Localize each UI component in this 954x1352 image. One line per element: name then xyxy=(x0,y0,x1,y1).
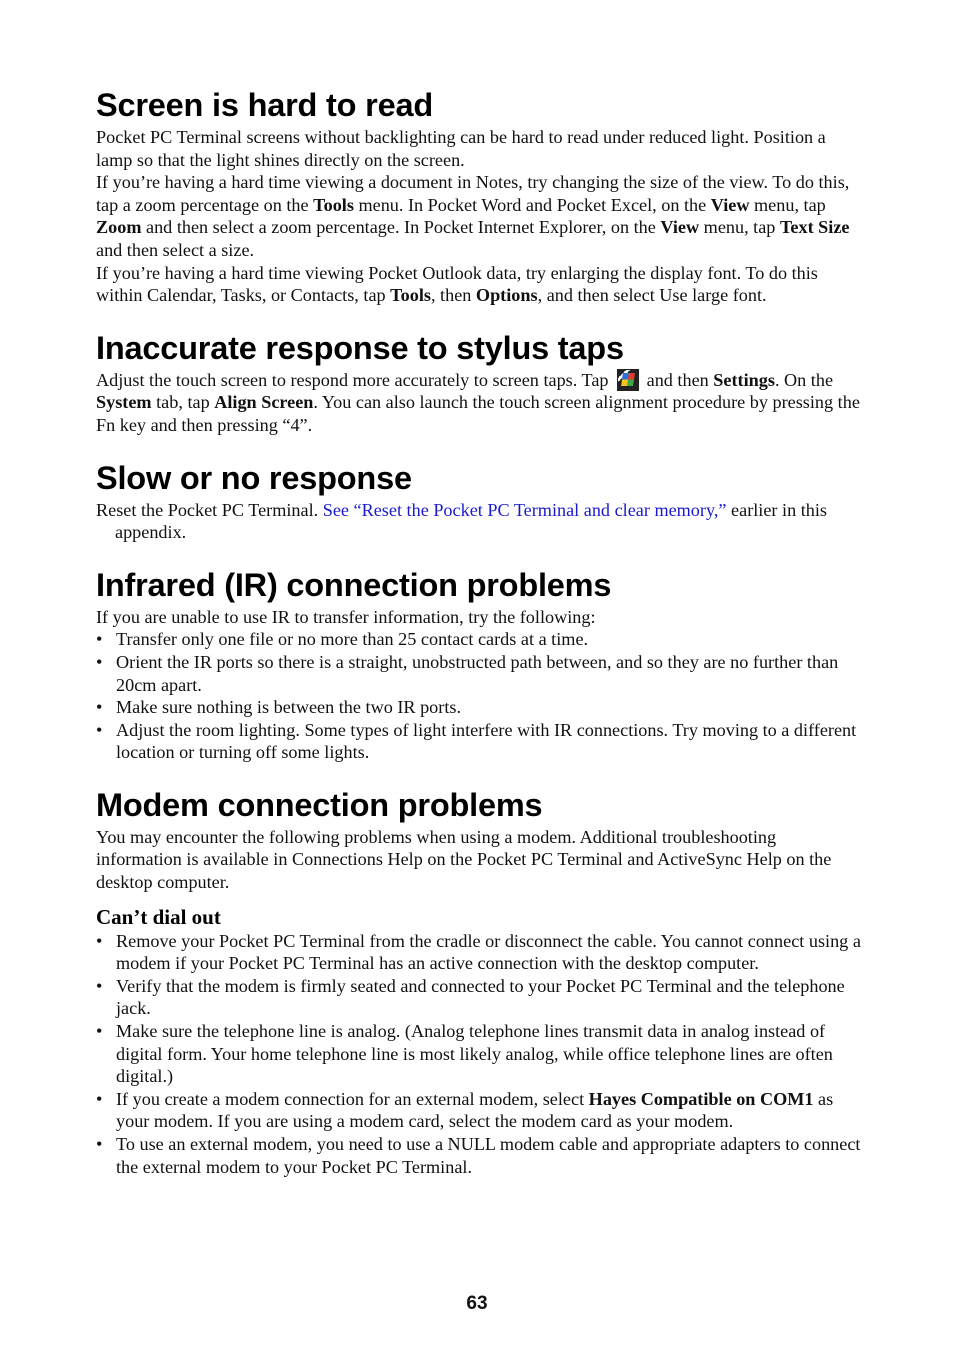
list-item: • Transfer only one file or no more than 25 contact cards at a time. xyxy=(96,628,866,651)
text-run: Adjust the touch screen to respond more accurately to screen taps. Tap xyxy=(96,369,614,390)
section-stylus-taps xyxy=(96,329,866,437)
cross-reference-link[interactable]: See “Reset the Pocket PC Terminal and clear memory,” xyxy=(322,499,727,520)
paragraph: If you are unable to use IR to transfer information, try the following: xyxy=(96,606,596,627)
text-run: and then select a zoom percentage. In Pocket Internet Explorer, on the xyxy=(141,217,661,238)
text-run: , and then select Use large font. xyxy=(537,285,767,306)
text-run: tab, tap xyxy=(151,392,215,413)
list-item: • Adjust the room lighting. Some types of light interfere with IR connections. Try moving to a different location or turning off some lights. xyxy=(96,719,866,764)
ui-term: System xyxy=(96,392,152,413)
text-run: , then xyxy=(430,285,476,306)
section-heading: Modem connection problems xyxy=(96,786,543,823)
text-run: If you’re having a hard time viewing a document in Notes, try changing the size of the view. To do this, tap a zoom percentage on the xyxy=(96,172,850,215)
text-run: as your modem. If you are using a modem card, select the modem card as your modem. xyxy=(116,1088,834,1132)
text-run: menu. In Pocket Word and Pocket Excel, on the xyxy=(353,194,711,215)
list-item: • Make sure nothing is between the two IR ports. xyxy=(96,696,866,719)
list-item xyxy=(96,1088,866,1133)
ui-term: Align Screen xyxy=(214,392,314,413)
document-page xyxy=(96,86,866,1200)
text-run: If you’re having a hard time viewing Pocket Outlook data, try enlarging the display font. To do this within Calendar, Tasks, or Contacts, tap xyxy=(96,262,818,306)
bullet-list xyxy=(96,930,866,1179)
text-run: earlier in this appendix. xyxy=(115,499,828,543)
subheading: Can’t dial out xyxy=(96,904,221,929)
text-run: If you create a modem connection for an external modem, select xyxy=(116,1088,589,1109)
ui-term: Tools xyxy=(390,285,431,306)
start-menu-icon xyxy=(617,369,639,391)
paragraph xyxy=(96,171,866,261)
list-item: • Orient the IR ports so there is a straight, unobstructed path between, and so they are no further than 20cm apart. xyxy=(96,651,866,696)
text-run: . You can also launch the touch screen alignment procedure by pressing the Fn key and then pressing “4”. xyxy=(96,392,860,435)
text-run: menu, tap xyxy=(699,217,780,238)
section-screen-hard-to-read xyxy=(96,86,866,307)
ui-term: View xyxy=(710,194,750,215)
list-item: • Remove your Pocket PC Terminal from the cradle or disconnect the cable. You cannot connect using a modem if your Pocket PC Terminal has an active connection with the desktop computer. xyxy=(96,930,866,975)
section-modem xyxy=(96,786,866,1178)
section-heading: Slow or no response xyxy=(96,459,412,496)
ui-term: Options xyxy=(475,285,538,306)
bullet-list xyxy=(96,628,866,764)
list-item: • Verify that the modem is firmly seated and connected to your Pocket PC Terminal and the telephone jack. xyxy=(96,975,866,1020)
ui-term: View xyxy=(660,217,700,238)
text-run: Reset the Pocket PC Terminal. xyxy=(96,499,323,520)
ui-term: Settings xyxy=(713,369,775,390)
paragraph: Pocket PC Terminal screens without backlighting can be hard to read under reduced light. Position a lamp so that the light shines directly on the screen. xyxy=(96,127,826,170)
section-heading: Inaccurate response to stylus taps xyxy=(96,329,624,366)
section-infrared xyxy=(96,566,866,764)
page-number: 63 xyxy=(466,1293,488,1314)
text-run: . On the xyxy=(774,369,834,390)
ui-term: Tools xyxy=(313,194,354,215)
paragraph xyxy=(96,369,866,437)
text-run: and then xyxy=(646,369,714,390)
ui-term: Zoom xyxy=(96,217,142,238)
ui-term: Text Size xyxy=(779,217,850,238)
text-run: menu, tap xyxy=(749,194,826,215)
list-item: • To use an external modem, you need to use a NULL modem cable and appropriate adapters to connect the external modem to your Pocket PC Terminal. xyxy=(96,1133,866,1178)
text-run: and then select a size. xyxy=(96,239,255,260)
section-slow-response xyxy=(96,459,866,544)
paragraph xyxy=(96,262,866,307)
section-heading: Infrared (IR) connection problems xyxy=(96,566,612,603)
section-heading: Screen is hard to read xyxy=(96,87,433,123)
ui-term: Hayes Compatible on COM1 xyxy=(588,1088,814,1109)
list-item: • Make sure the telephone line is analog. (Analog telephone lines transmit data in analog instead of digital form. Your home telephone line is most likely analog, while office telephone lines are often digital.) xyxy=(96,1020,866,1088)
paragraph xyxy=(96,499,866,544)
paragraph: You may encounter the following problems when using a modem. Additional troubleshooting information is available in Connections Help on the Pocket PC Terminal and ActiveSync Help on the desktop computer. xyxy=(96,826,832,893)
